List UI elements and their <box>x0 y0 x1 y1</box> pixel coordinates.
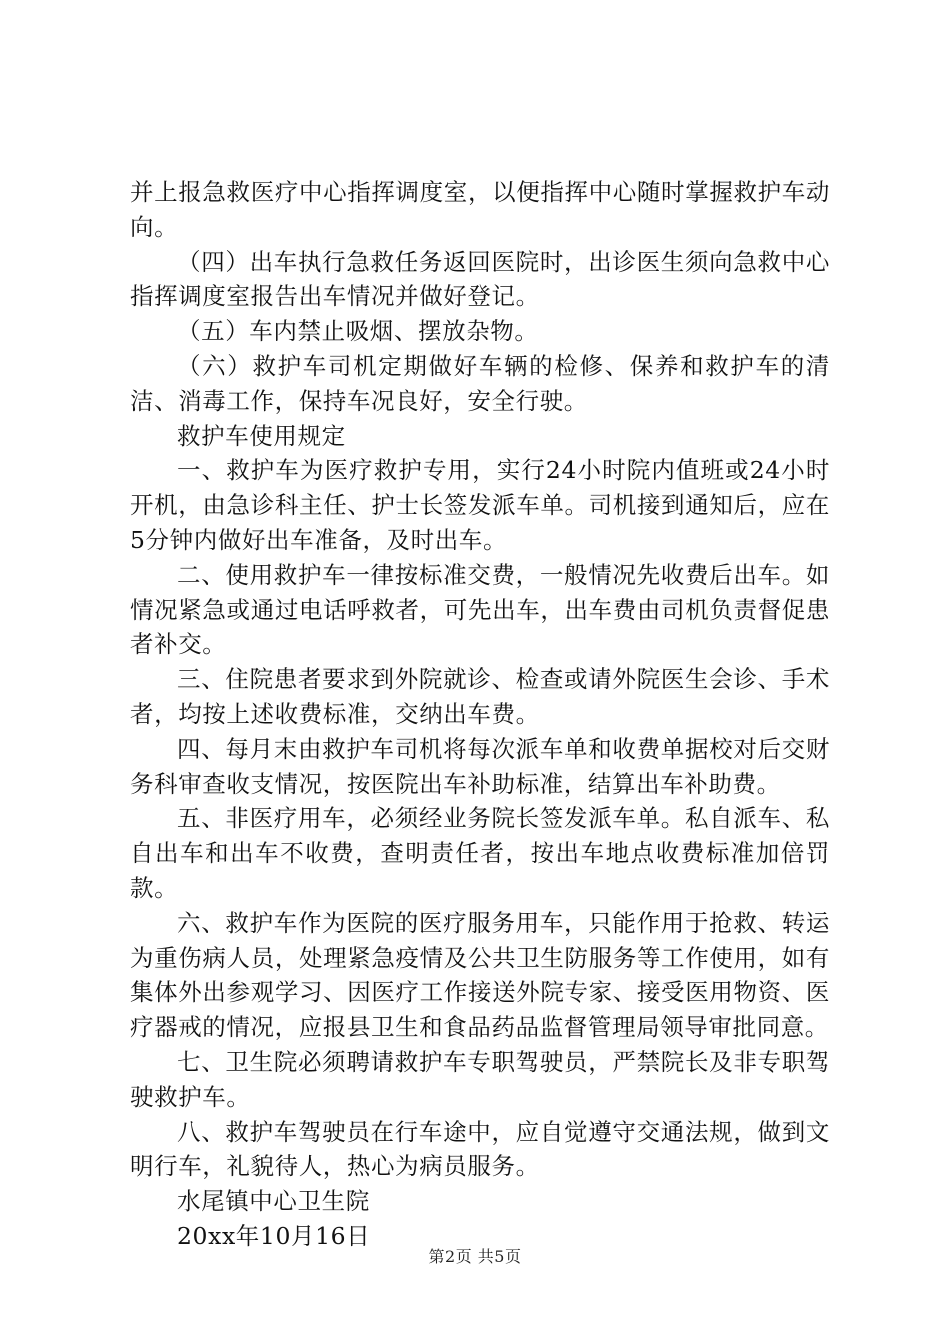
rule-4: 四、每月末由救护车司机将每次派车单和收费单据校对后交财务科审查收支情况，按医院出车补助标准，结算出车补助费。 <box>130 734 830 798</box>
signature-organization: 水尾镇中心卫生院 <box>177 1187 370 1216</box>
paragraph-item-5: （五）车内禁止吸烟、摆放杂物。 <box>177 317 539 346</box>
paragraph-item-6: （六）救护车司机定期做好车辆的检修、保养和救护车的清洁、消毒工作，保持车况良好，安全行驶。 <box>130 351 830 415</box>
rule-5: 五、非医疗用车，必须经业务院长签发派车单。私自派车、私自出车和出车不收费，查明责任者，按出车地点收费标准加倍罚款。 <box>130 804 830 902</box>
rule-2: 二、使用救护车一律按标准交费，一般情况先收费后出车。如情况紧急或通过电话呼救者，可先出车，出车费由司机负责督促患者补交。 <box>130 560 830 659</box>
rule-1: 一、救护车为医疗救护专用，实行24小时院内值班或24小时开机，由急诊科主任、护士长签发派车单。司机接到通知后，应在5分钟内做好出车准备，及时出车。 <box>130 456 830 554</box>
page-indicator: 第2页 共5页 <box>428 1247 522 1266</box>
paragraph-continuation: 并上报急救医疗中心指挥调度室，以便指挥中心随时掌握救护车动向。 <box>130 178 830 241</box>
paragraph-item-4: （四）出车执行急救任务返回医院时，出诊医生须向急救中心指挥调度室报告出车情况并做好登记。 <box>130 247 830 311</box>
page-footer <box>0 1244 950 1267</box>
section-heading: 救护车使用规定 <box>177 421 346 450</box>
rule-7: 七、卫生院必须聘请救护车专职驾驶员，严禁院长及非专职驾驶救护车。 <box>130 1047 830 1111</box>
rule-8: 八、救护车驾驶员在行车途中，应自觉遵守交通法规，做到文明行车，礼貌待人，热心为病员服务。 <box>130 1117 830 1181</box>
signature-date: 20xx年10月16日 <box>177 1221 371 1250</box>
rule-3: 三、住院患者要求到外院就诊、检查或请外院医生会诊、手术者，均按上述收费标准，交纳出车费。 <box>130 665 830 728</box>
document-body <box>130 175 830 1254</box>
rule-6: 六、救护车作为医院的医疗服务用车，只能作用于抢救、转运为重伤病人员，处理紧急疫情及公共卫生防服务等工作使用，如有集体外出参观学习、因医疗工作接送外院专家、接受医用物资、医疗器戒的情况，应报县卫生和食品药品监督管理局领导审批同意。 <box>130 908 830 1042</box>
